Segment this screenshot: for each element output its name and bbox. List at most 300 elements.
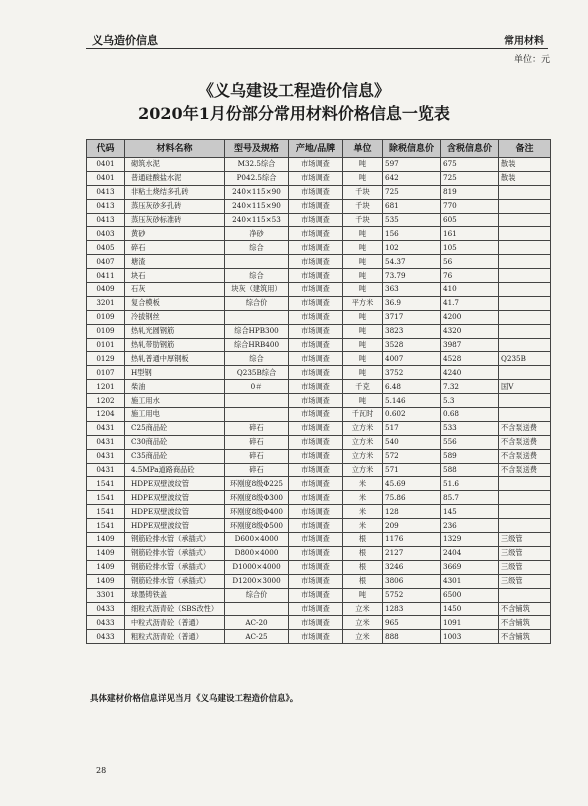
table-row (87, 491, 551, 505)
table-cell: 市场调查 (289, 560, 343, 574)
table-cell: 市场调查 (289, 366, 343, 380)
table-cell: 市场调查 (289, 171, 343, 185)
table-cell: 三级管 (499, 546, 551, 560)
table-cell: 中粒式沥青砼（普通） (125, 616, 225, 630)
table-cell: 块石 (125, 269, 225, 283)
table-row (87, 366, 551, 380)
column-header: 产地/品牌 (289, 140, 343, 158)
table-cell: 不含泵送费 (499, 449, 551, 463)
table-row (87, 380, 551, 394)
table-cell: 三级管 (499, 533, 551, 547)
table-cell: 0433 (87, 602, 125, 616)
table-cell: M32.5综合 (225, 158, 289, 172)
table-row (87, 574, 551, 588)
table-cell: HDPE双壁波纹管 (125, 491, 225, 505)
table-row (87, 338, 551, 352)
table-row (87, 296, 551, 310)
table-cell: 4.5MPa道路商品砼 (125, 463, 225, 477)
table-row (87, 199, 551, 213)
table-cell: 三级管 (499, 574, 551, 588)
table-cell: 2127 (383, 546, 441, 560)
table-cell: 0407 (87, 255, 125, 269)
table-cell: 3301 (87, 588, 125, 602)
table-cell: 0431 (87, 463, 125, 477)
table-row (87, 310, 551, 324)
price-table (86, 139, 551, 644)
table-cell: 米 (343, 491, 383, 505)
table-cell: 0129 (87, 352, 125, 366)
table-row (87, 283, 551, 297)
table-cell: AC-20 (225, 616, 289, 630)
table-cell: 市场调查 (289, 269, 343, 283)
table-cell: 净砂 (225, 227, 289, 241)
table-cell: 市场调查 (289, 158, 343, 172)
table-cell: 572 (383, 449, 441, 463)
table-cell: 0413 (87, 213, 125, 227)
table-cell: 市场调查 (289, 505, 343, 519)
table-cell: 725 (441, 171, 499, 185)
document-title: 《义乌建设工程造价信息》 (197, 81, 390, 100)
table-cell: 589 (441, 449, 499, 463)
table-cell (499, 338, 551, 352)
table-cell: 0431 (87, 449, 125, 463)
table-cell: 54.37 (383, 255, 441, 269)
table-cell: 不含泵送费 (499, 421, 551, 435)
page-header (86, 30, 548, 49)
table-header-row (87, 140, 551, 158)
table-cell: 1204 (87, 408, 125, 422)
table-cell: 吨 (343, 394, 383, 408)
table-cell: 3987 (441, 338, 499, 352)
table-cell: 市场调查 (289, 199, 343, 213)
table-cell: 5.3 (441, 394, 499, 408)
table-row (87, 546, 551, 560)
table-cell: 蒸压灰砂标准砖 (125, 213, 225, 227)
table-cell: 钢筋砼排水管（承插式） (125, 560, 225, 574)
table-cell: 0107 (87, 366, 125, 380)
table-cell: 7.32 (441, 380, 499, 394)
table-cell: 立米 (343, 602, 383, 616)
table-cell: 3823 (383, 324, 441, 338)
table-cell: 675 (441, 158, 499, 172)
table-row (87, 269, 551, 283)
table-cell: 综合 (225, 269, 289, 283)
table-cell: 市场调查 (289, 408, 343, 422)
table-cell: 散装 (499, 171, 551, 185)
table-cell: 1003 (441, 630, 499, 644)
table-cell: 粗粒式沥青砼（普通） (125, 630, 225, 644)
table-cell: 吨 (343, 269, 383, 283)
table-cell: 普通硅酸盐水泥 (125, 171, 225, 185)
table-row (87, 435, 551, 449)
table-cell (499, 588, 551, 602)
table-cell: 市场调查 (289, 602, 343, 616)
table-cell: D1000×4000 (225, 560, 289, 574)
table-cell: 热轧光圆钢筋 (125, 324, 225, 338)
table-row (87, 352, 551, 366)
table-cell: 根 (343, 560, 383, 574)
table-cell: 石灰 (125, 283, 225, 297)
table-row (87, 185, 551, 199)
table-cell: 根 (343, 533, 383, 547)
table-cell: 综合价 (225, 588, 289, 602)
column-header: 代码 (87, 140, 125, 158)
table-cell: 千克 (343, 380, 383, 394)
table-cell (499, 324, 551, 338)
table-cell: 240×115×90 (225, 199, 289, 213)
table-cell: 千瓦时 (343, 408, 383, 422)
table-cell: 0433 (87, 616, 125, 630)
table-cell (499, 241, 551, 255)
table-cell: 不含铺筑 (499, 630, 551, 644)
table-cell (499, 519, 551, 533)
table-cell: 热轧带肋钢筋 (125, 338, 225, 352)
table-cell: AC-25 (225, 630, 289, 644)
table-row (87, 588, 551, 602)
table-cell: 0101 (87, 338, 125, 352)
table-cell: C30商品砼 (125, 435, 225, 449)
table-cell: 千块 (343, 185, 383, 199)
table-cell: 市场调查 (289, 463, 343, 477)
table-cell: 综合 (225, 241, 289, 255)
table-cell: D1200×3000 (225, 574, 289, 588)
table-cell: 吨 (343, 158, 383, 172)
table-cell: 市场调查 (289, 255, 343, 269)
table-cell: 吨 (343, 352, 383, 366)
page-number: 28 (96, 766, 107, 775)
table-cell: 千块 (343, 199, 383, 213)
table-row (87, 158, 551, 172)
table-cell: HDPE双壁波纹管 (125, 477, 225, 491)
table-cell: 市场调查 (289, 533, 343, 547)
table-cell: 0109 (87, 324, 125, 338)
column-header: 单位 (343, 140, 383, 158)
table-cell (499, 491, 551, 505)
table-cell (499, 199, 551, 213)
table-cell: 1450 (441, 602, 499, 616)
table-cell: 56 (441, 255, 499, 269)
table-cell: 吨 (343, 588, 383, 602)
table-cell: 吨 (343, 241, 383, 255)
table-cell: 立米 (343, 616, 383, 630)
table-cell: 平方米 (343, 296, 383, 310)
table-cell: 588 (441, 463, 499, 477)
table-cell: Q235B综合 (225, 366, 289, 380)
table-cell: 塘渣 (125, 255, 225, 269)
table-cell: 吨 (343, 324, 383, 338)
table-cell (499, 505, 551, 519)
table-cell: P042.5综合 (225, 171, 289, 185)
table-cell: HDPE双壁波纹管 (125, 505, 225, 519)
table-cell: 市场调查 (289, 491, 343, 505)
table-cell: 冷拔钢丝 (125, 310, 225, 324)
table-cell: 535 (383, 213, 441, 227)
table-cell: 540 (383, 435, 441, 449)
table-row (87, 227, 551, 241)
table-cell: 1409 (87, 533, 125, 547)
table-cell: 吨 (343, 366, 383, 380)
column-header: 除税信息价 (383, 140, 441, 158)
table-cell: 米 (343, 519, 383, 533)
table-cell: 36.9 (383, 296, 441, 310)
table-cell: 1541 (87, 519, 125, 533)
table-cell: 819 (441, 185, 499, 199)
table-cell: 千块 (343, 213, 383, 227)
table-cell: 517 (383, 421, 441, 435)
table-cell: 102 (383, 241, 441, 255)
table-cell: 4200 (441, 310, 499, 324)
table-cell: 0431 (87, 421, 125, 435)
table-cell: 块灰（建筑用） (225, 283, 289, 297)
table-cell: 市场调查 (289, 296, 343, 310)
table-cell: C25商品砼 (125, 421, 225, 435)
table-cell: 6500 (441, 588, 499, 602)
table-cell: 市场调查 (289, 338, 343, 352)
table-cell: 施工用电 (125, 408, 225, 422)
table-cell: 597 (383, 158, 441, 172)
table-cell: 非粘土烧结多孔砖 (125, 185, 225, 199)
table-cell: 4240 (441, 366, 499, 380)
table-cell (225, 310, 289, 324)
table-cell: 综合价 (225, 296, 289, 310)
table-cell: 1176 (383, 533, 441, 547)
table-cell: 571 (383, 463, 441, 477)
table-cell: 细粒式沥青砼（SBS改性） (125, 602, 225, 616)
table-cell: 钢筋砼排水管（承插式） (125, 574, 225, 588)
table-cell: 0409 (87, 283, 125, 297)
table-cell: 1409 (87, 560, 125, 574)
table-cell: 立方米 (343, 421, 383, 435)
table-cell: 725 (383, 185, 441, 199)
table-cell: 碎石 (225, 463, 289, 477)
table-cell: 市场调查 (289, 227, 343, 241)
table-cell: 不含铺筑 (499, 602, 551, 616)
table-cell: 钢筋砼排水管（承插式） (125, 546, 225, 560)
table-cell: 105 (441, 241, 499, 255)
table-cell: 410 (441, 283, 499, 297)
table-cell: 市场调查 (289, 213, 343, 227)
table-cell: 吨 (343, 310, 383, 324)
table-cell: 4528 (441, 352, 499, 366)
table-cell: 市场调查 (289, 421, 343, 435)
table-cell: 不含铺筑 (499, 616, 551, 630)
table-cell: 6.48 (383, 380, 441, 394)
table-row (87, 213, 551, 227)
table-cell: 米 (343, 505, 383, 519)
column-header: 材料名称 (125, 140, 225, 158)
table-cell: 碎石 (225, 449, 289, 463)
table-cell: 2404 (441, 546, 499, 560)
table-cell: 0.602 (383, 408, 441, 422)
table-cell: 3528 (383, 338, 441, 352)
unit-label: 单位：元 (513, 55, 550, 65)
table-cell: 209 (383, 519, 441, 533)
table-row (87, 241, 551, 255)
table-row (87, 463, 551, 477)
table-cell: 0＃ (225, 380, 289, 394)
table-cell: 市场调查 (289, 324, 343, 338)
table-cell: 国V (499, 380, 551, 394)
table-cell: 3752 (383, 366, 441, 380)
table-cell: 681 (383, 199, 441, 213)
table-cell: 0413 (87, 199, 125, 213)
table-cell: 碎石 (225, 421, 289, 435)
table-title: 2020年1月份部分常用材料价格信息一览表 (138, 104, 450, 123)
table-cell: 161 (441, 227, 499, 241)
table-cell: 363 (383, 283, 441, 297)
table-cell: 综合HPB300 (225, 324, 289, 338)
table-cell: 1409 (87, 546, 125, 560)
table-cell: 复合模板 (125, 296, 225, 310)
table-cell: 0403 (87, 227, 125, 241)
table-cell: 128 (383, 505, 441, 519)
table-cell: 米 (343, 477, 383, 491)
table-cell: 3246 (383, 560, 441, 574)
footnote: 具体建材价格信息详见当月《义乌建设工程造价信息》。 (90, 694, 299, 704)
table-cell: 综合 (225, 352, 289, 366)
table-cell: 1541 (87, 477, 125, 491)
table-cell: 3669 (441, 560, 499, 574)
table-cell (499, 366, 551, 380)
table-cell: 吨 (343, 171, 383, 185)
table-row (87, 171, 551, 185)
table-row (87, 449, 551, 463)
table-cell: 综合HRB400 (225, 338, 289, 352)
table-cell: 市场调查 (289, 394, 343, 408)
table-row (87, 533, 551, 547)
table-cell: 0401 (87, 158, 125, 172)
table-cell: 156 (383, 227, 441, 241)
table-cell: 环刚度8级Φ225 (225, 477, 289, 491)
table-cell: 4007 (383, 352, 441, 366)
table-cell: 立方米 (343, 435, 383, 449)
table-row (87, 255, 551, 269)
column-header: 备注 (499, 140, 551, 158)
table-cell: 钢筋砼排水管（承插式） (125, 533, 225, 547)
table-row (87, 505, 551, 519)
table-cell: 4301 (441, 574, 499, 588)
table-cell (499, 255, 551, 269)
table-cell: 环刚度8级Φ500 (225, 519, 289, 533)
table-cell: 立米 (343, 630, 383, 644)
table-cell (225, 394, 289, 408)
table-cell: 0405 (87, 241, 125, 255)
table-cell: 根 (343, 574, 383, 588)
column-header: 含税信息价 (441, 140, 499, 158)
table-cell: 立方米 (343, 463, 383, 477)
table-cell: 吨 (343, 227, 383, 241)
table-cell: 蒸压灰砂多孔砖 (125, 199, 225, 213)
table-cell: 吨 (343, 338, 383, 352)
table-cell: 1541 (87, 491, 125, 505)
table-cell: 不含泵送费 (499, 463, 551, 477)
table-cell: 市场调查 (289, 574, 343, 588)
table-cell (499, 213, 551, 227)
table-cell: 4320 (441, 324, 499, 338)
table-cell: 0433 (87, 630, 125, 644)
table-cell: 市场调查 (289, 588, 343, 602)
table-cell: 770 (441, 199, 499, 213)
table-cell: 0413 (87, 185, 125, 199)
table-cell (499, 283, 551, 297)
table-cell (499, 408, 551, 422)
table-cell: 1201 (87, 380, 125, 394)
table-row (87, 421, 551, 435)
table-row (87, 630, 551, 644)
table-cell: 市场调查 (289, 380, 343, 394)
table-cell: H型钢 (125, 366, 225, 380)
table-cell (499, 310, 551, 324)
table-row (87, 602, 551, 616)
table-cell: D600×4000 (225, 533, 289, 547)
table-cell: 碎石 (225, 435, 289, 449)
table-row (87, 394, 551, 408)
table-row (87, 324, 551, 338)
table-cell: 市场调查 (289, 435, 343, 449)
table-cell: 环刚度8级Φ300 (225, 491, 289, 505)
table-cell (225, 408, 289, 422)
table-cell: 散装 (499, 158, 551, 172)
table-cell: 市场调查 (289, 616, 343, 630)
table-cell: 环刚度8级Φ400 (225, 505, 289, 519)
table-cell: 砌筑水泥 (125, 158, 225, 172)
table-row (87, 477, 551, 491)
table-cell: 球墨铸铁盖 (125, 588, 225, 602)
table-cell: 施工用水 (125, 394, 225, 408)
table-cell: C35商品砼 (125, 449, 225, 463)
table-cell: 75.86 (383, 491, 441, 505)
header-publication-name: 义乌造价信息 (92, 34, 158, 47)
table-cell: 市场调查 (289, 283, 343, 297)
table-cell: 5.146 (383, 394, 441, 408)
table-cell: 吨 (343, 255, 383, 269)
table-cell: Q235B (499, 352, 551, 366)
table-cell: 黄砂 (125, 227, 225, 241)
table-cell: 556 (441, 435, 499, 449)
table-cell: 5752 (383, 588, 441, 602)
table-cell: 3201 (87, 296, 125, 310)
table-cell: D800×4000 (225, 546, 289, 560)
table-cell: 85.7 (441, 491, 499, 505)
table-cell: 市场调查 (289, 477, 343, 491)
table-cell: 0401 (87, 171, 125, 185)
table-cell: 3717 (383, 310, 441, 324)
table-cell: 240×115×90 (225, 185, 289, 199)
header-section-name: 常用材料 (504, 36, 544, 47)
table-cell: 市场调查 (289, 546, 343, 560)
table-cell: 45.69 (383, 477, 441, 491)
table-cell: 市场调查 (289, 449, 343, 463)
table-cell: 市场调查 (289, 310, 343, 324)
table-cell (499, 185, 551, 199)
table-cell: 0109 (87, 310, 125, 324)
table-cell: 三级管 (499, 560, 551, 574)
table-cell: 76 (441, 269, 499, 283)
table-cell: 市场调查 (289, 519, 343, 533)
table-cell: 市场调查 (289, 185, 343, 199)
table-row (87, 408, 551, 422)
table-cell: 0431 (87, 435, 125, 449)
table-row (87, 560, 551, 574)
table-cell: 立方米 (343, 449, 383, 463)
column-header: 型号及规格 (225, 140, 289, 158)
table-cell: 888 (383, 630, 441, 644)
table-cell: 1202 (87, 394, 125, 408)
table-cell: 碎石 (125, 241, 225, 255)
table-cell: 145 (441, 505, 499, 519)
table-cell (499, 269, 551, 283)
table-cell (499, 477, 551, 491)
